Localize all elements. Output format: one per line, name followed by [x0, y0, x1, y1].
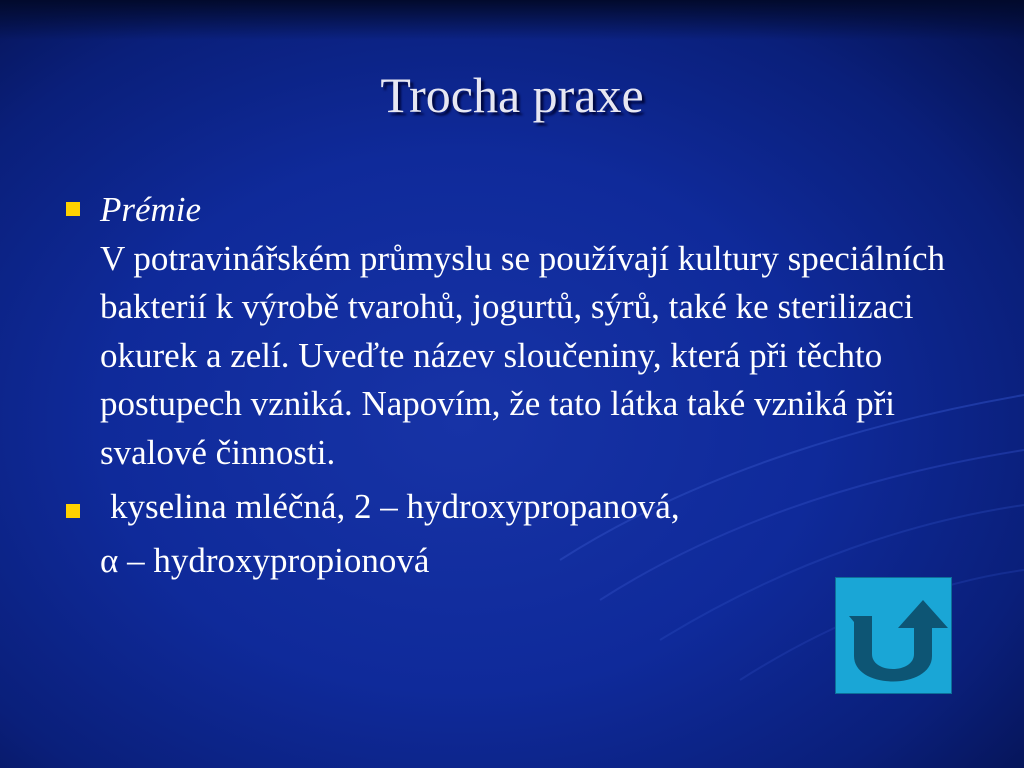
slide-title: Trocha praxe	[380, 67, 644, 123]
back-button[interactable]	[835, 577, 952, 694]
bullet-body-text: V potravinářském průmyslu se používají kultury speciálních bakterií k výrobě tvarohů, jogurtů, sýrů, také ke sterilizaci okurek a zelí. Uveďte název sloučeniny, která při těchto postupech vzniká. Napovím, že tato látka také vzniká při svalové činnosti.	[100, 238, 946, 472]
top-shade	[0, 0, 1024, 40]
slide-content	[62, 186, 982, 585]
u-turn-arrow-icon	[836, 578, 953, 695]
bullet-square-icon	[66, 504, 80, 518]
bullet-square-icon	[66, 202, 80, 216]
answer-continuation: α – hydroxypropionová	[100, 541, 430, 580]
bullet-item-answer	[62, 483, 982, 531]
bullet-heading: Prémie	[100, 190, 202, 229]
answer-text: kyselina mléčná, 2 – hydroxypropanová,	[110, 487, 680, 526]
bullet-item-premie	[62, 186, 982, 477]
